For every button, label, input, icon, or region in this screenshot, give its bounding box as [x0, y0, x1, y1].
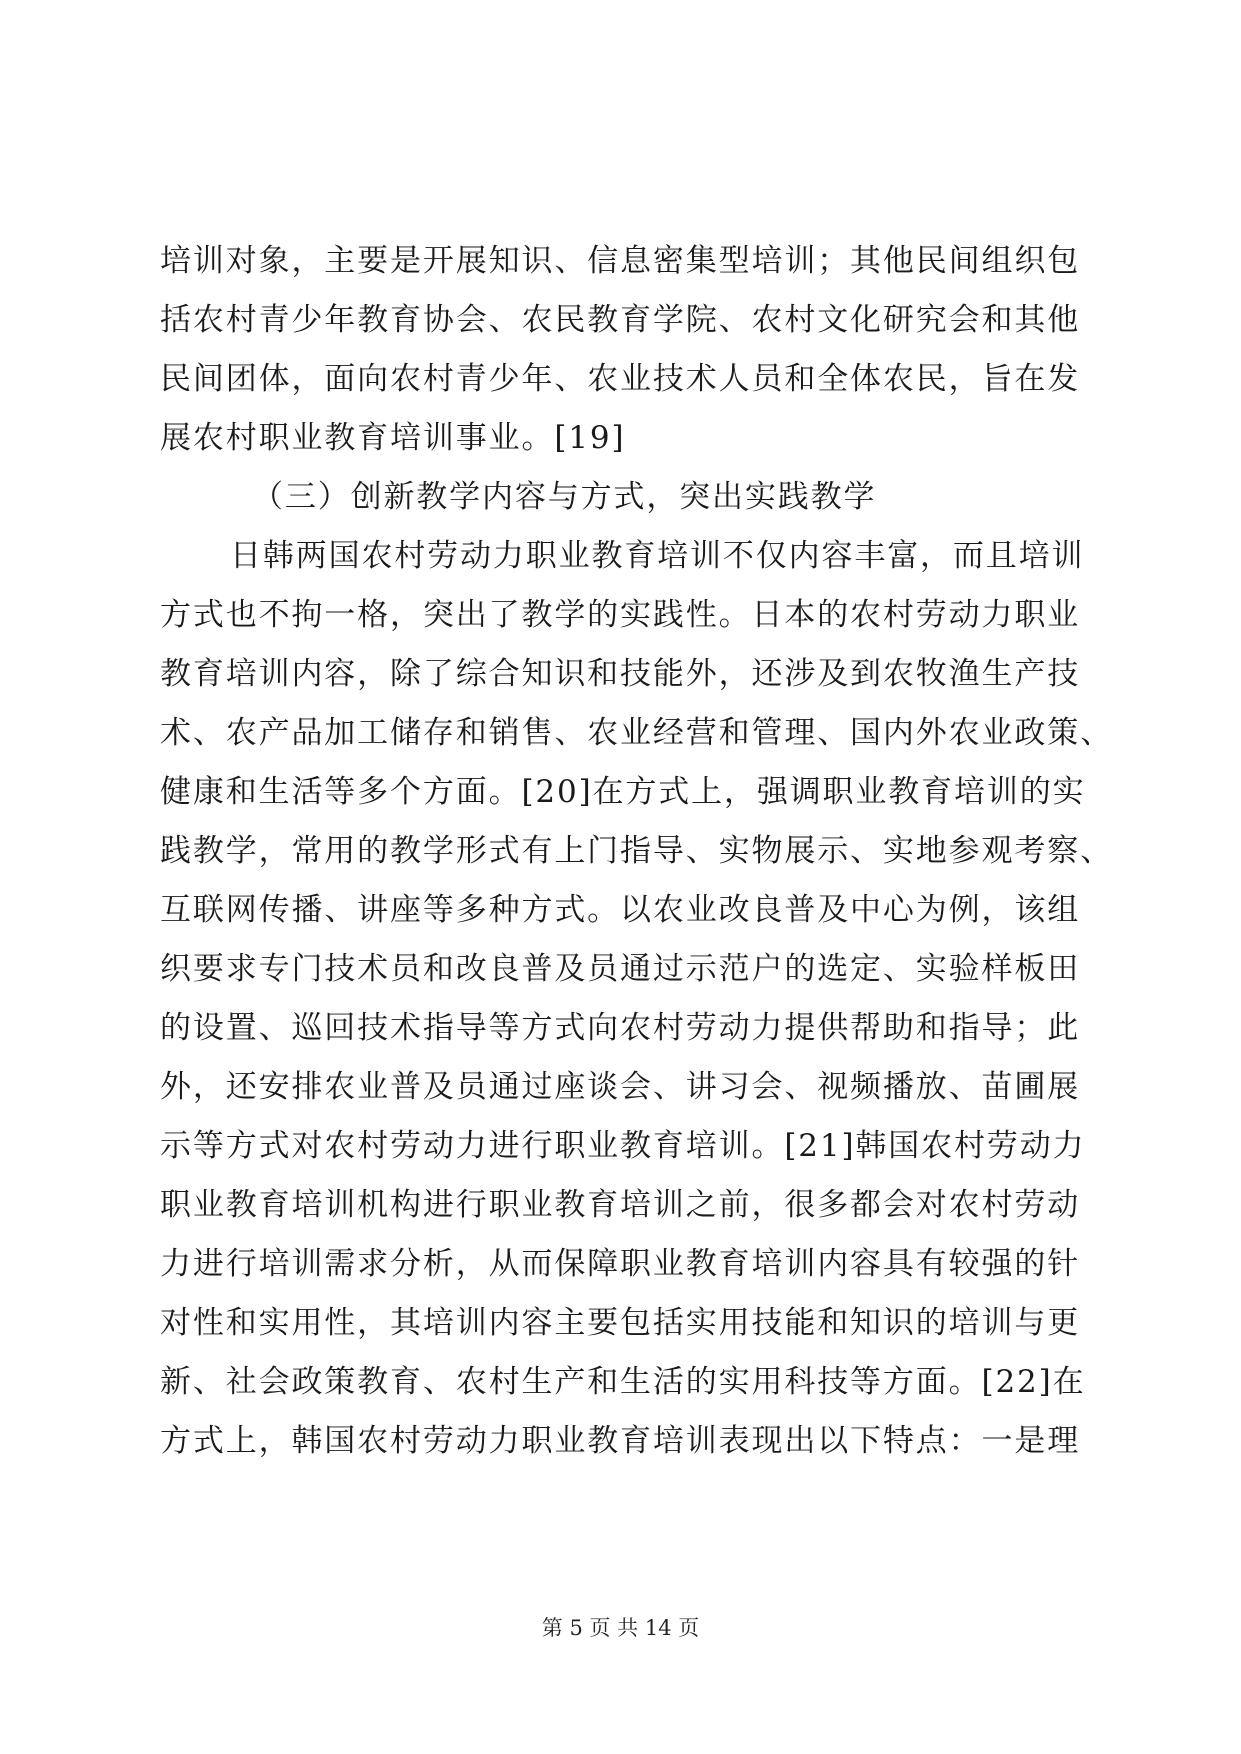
text-line: 民间团体，面向农村青少年、农业技术人员和全体农民，旨在发 — [160, 361, 1081, 397]
page-number-footer: 第 5 页 共 14 页 — [541, 1616, 700, 1640]
text-line: 互联网传播、讲座等多种方式。以农业改良普及中心为例，该组 — [160, 892, 1081, 928]
text-line: 对性和实用性，其培训内容主要包括实用技能和知识的培训与更 — [160, 1305, 1081, 1341]
text-line: 的设置、巡回技术指导等方式向农村劳动力提供帮助和指导；此 — [160, 1010, 1081, 1046]
text-line: 新、社会政策教育、农村生产和生活的实用科技等方面。[22]在 — [160, 1364, 1086, 1400]
text-line: 教育培训内容，除了综合知识和技能外，还涉及到农牧渔生产技 — [160, 656, 1081, 692]
text-line: 展农村职业教育培训事业。[19] — [160, 420, 626, 456]
section-heading: （三）创新教学内容与方式，突出实践教学 — [252, 479, 877, 515]
text-line: 日韩两国农村劳动力职业教育培训不仅内容丰富，而且培训 — [230, 538, 1085, 574]
text-line: 力进行培训需求分析，从而保障职业教育培训内容具有较强的针 — [160, 1246, 1081, 1282]
text-line: 示等方式对农村劳动力进行职业教育培训。[21]韩国农村劳动力 — [160, 1128, 1086, 1164]
text-line: 括农村青少年教育协会、农民教育学院、农村文化研究会和其他 — [160, 302, 1081, 338]
text-line: 践教学，常用的教学形式有上门指导、实物展示、实地参观考察、 — [160, 833, 1113, 869]
text-line: 外，还安排农业普及员通过座谈会、讲习会、视频播放、苗圃展 — [160, 1069, 1081, 1105]
text-line: 织要求专门技术员和改良普及员通过示范户的选定、实验样板田 — [160, 951, 1081, 987]
text-line: 健康和生活等多个方面。[20]在方式上，强调职业教育培训的实 — [160, 774, 1086, 810]
body-text — [160, 232, 1113, 1471]
text-line: 培训对象，主要是开展知识、信息密集型培训；其他民间组织包 — [160, 243, 1081, 279]
text-line: 方式也不拘一格，突出了教学的实践性。日本的农村劳动力职业 — [160, 597, 1081, 633]
text-line: 职业教育培训机构进行职业教育培训之前，很多都会对农村劳动 — [160, 1187, 1081, 1223]
text-line: 术、农产品加工储存和销售、农业经营和管理、国内外农业政策、 — [160, 715, 1113, 751]
text-line: 方式上，韩国农村劳动力职业教育培训表现出以下特点：一是理 — [160, 1423, 1081, 1459]
